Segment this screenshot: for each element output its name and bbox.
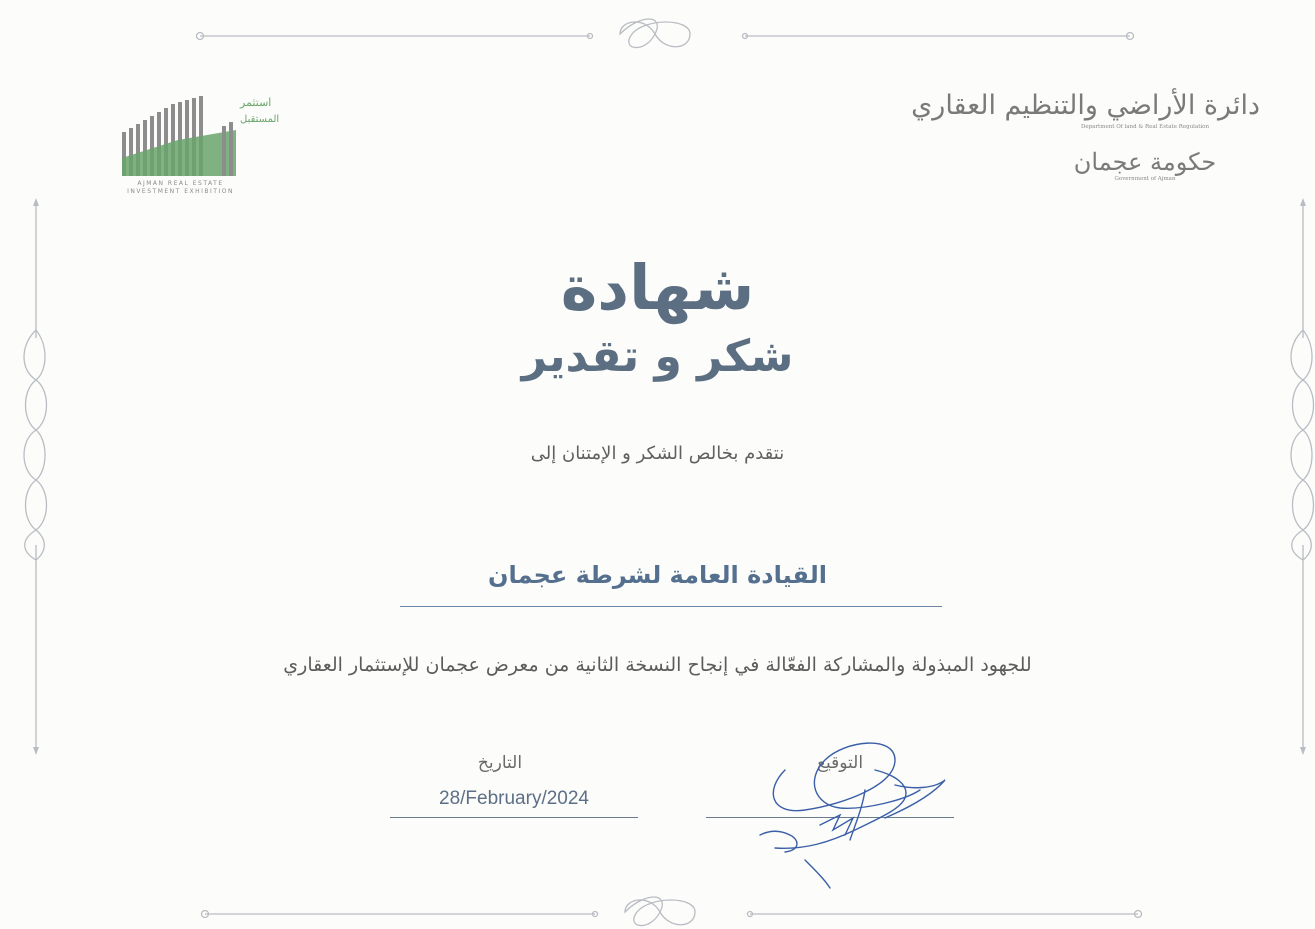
department-name-en: Department Of land & Real Estate Regulation (1080, 124, 1210, 130)
body-text: للجهود المبذولة والمشاركة الفعّالة في إنجاح النسخة الثانية من معرض عجمان للإستثمار العقاري (283, 654, 1032, 676)
date-label: التاريخ (477, 753, 523, 773)
recipient-name: القيادة العامة لشرطة عجمان (488, 561, 827, 589)
date-value: 28/February/2024 (439, 788, 589, 809)
exhibition-logo-icon (118, 92, 280, 177)
certificate-title: شهادة (560, 251, 755, 324)
exhibition-logo-caption (118, 180, 243, 196)
exhibition-logo (118, 92, 280, 207)
government-logo (911, 88, 1260, 223)
government-name-ar: حكومة عجمان (1073, 148, 1217, 176)
recipient-underline (400, 606, 942, 607)
logo-arabic-text: استثمر (240, 96, 272, 109)
date-underline (390, 817, 638, 818)
caption-line1: AJMAN REAL ESTATE (137, 180, 224, 187)
signature-label: التوقيع (816, 753, 864, 773)
svg-text:المستقبل: المستقبل (240, 114, 280, 125)
intro-text: نتقدم بخالص الشكر و الإمتنان إلى (530, 443, 785, 464)
department-name-ar: دائرة الأراضي والتنظيم العقاري (911, 90, 1260, 121)
caption-line2: INVESTMENT EXHIBITION (127, 188, 234, 195)
government-name-en: Government of Ajman (1114, 176, 1176, 182)
handwritten-signature (745, 730, 955, 890)
certificate-subtitle: شكر و تقدير (521, 331, 794, 382)
